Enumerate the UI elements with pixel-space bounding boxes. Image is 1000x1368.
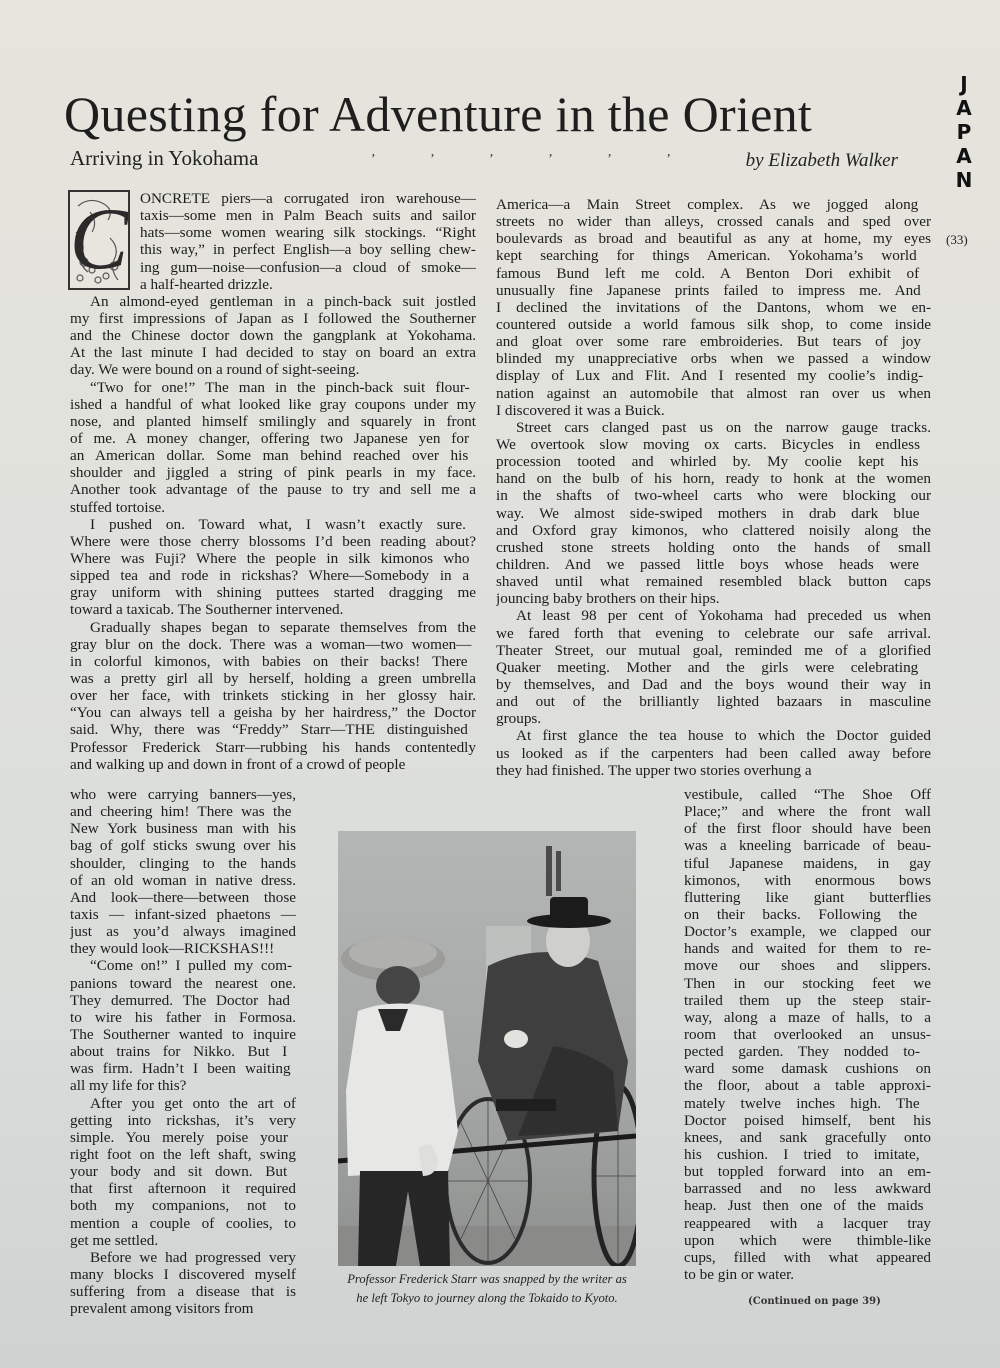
article-text-line [496, 710, 931, 727]
article-text: reappeared with a lacquer tray [684, 1214, 931, 1232]
article-text: heap. Just then one of the maids [684, 1197, 924, 1215]
article-text: and the Chinese doctor down the gangplank at Yokohama. [70, 327, 476, 345]
article-text-line [684, 1180, 931, 1197]
article-text: jouncing baby brothers on their hips. [496, 590, 720, 608]
article-text-line [684, 803, 931, 820]
photo-caption [312, 1270, 662, 1308]
article-text-line [684, 872, 931, 889]
article-text: pected garden. They nodded to- [684, 1043, 921, 1061]
article-text-line [70, 1300, 296, 1317]
article-text: taxis — infant-sized phaetons — [70, 905, 296, 923]
article-text-line [70, 739, 476, 756]
article-text: gray uniform with shining puttees started dragging me [70, 584, 476, 602]
article-text-line [496, 230, 931, 247]
article-text-line [70, 481, 476, 498]
article-text-line [70, 1146, 296, 1163]
article-text: kimonos, with enormous bows [684, 871, 931, 889]
article-text-line [496, 265, 931, 282]
article-text-line [496, 607, 931, 624]
article-text: hand on the bulb of his horn, ready to honk at the women [496, 470, 931, 488]
article-text-line [70, 1215, 296, 1232]
article-text-line [496, 522, 931, 539]
article-text: but toppled forward into an em- [684, 1163, 931, 1181]
article-text-line [496, 402, 931, 419]
article-text-line [496, 642, 931, 659]
article-text: his cushion. I tried to imitate, [684, 1145, 920, 1163]
article-text: “You can always tell a geisha by her hairdress,” the Doctor [70, 704, 476, 722]
article-text-line [496, 385, 931, 402]
article-text: “Come on!” I pulled my com- [90, 957, 293, 975]
article-text-line [496, 505, 931, 522]
article-text: in the shafts of two-wheel carts who were blocking our [496, 487, 931, 505]
article-text-line [496, 333, 931, 350]
article-text-line [496, 213, 931, 230]
article-text-line [70, 293, 476, 310]
photo-caption-line: Professor Frederick Starr was snapped by the writer as [347, 1272, 627, 1286]
ornament-mark: ’ [370, 152, 375, 167]
article-text-line [70, 224, 476, 241]
article-text: way, along a maze of halls, to a [684, 1008, 931, 1026]
article-text-line [684, 837, 931, 854]
article-text-line [684, 957, 931, 974]
article-text: An almond-eyed gentleman in a pinch-back suit jostled [90, 292, 476, 310]
article-text-line [70, 361, 476, 378]
article-text: bag of golf sticks swung over his [70, 837, 296, 855]
article-text-line [496, 196, 931, 213]
article-text: At the last minute I had decided to stay on board an extra [70, 344, 476, 362]
article-text-line [496, 625, 931, 642]
article-text: Gradually shapes began to separate themselves from the [90, 618, 476, 636]
article-text: of an old woman in native dress. [70, 871, 296, 889]
article-text-line [70, 889, 296, 906]
rickshaw-photo [338, 831, 636, 1266]
article-text-line [496, 676, 931, 693]
article-text-line [70, 1009, 296, 1026]
article-text-line [684, 1197, 931, 1214]
article-text-line [70, 1060, 296, 1077]
article-text: fluttering like giant butterflies [684, 888, 931, 906]
article-text: At first glance the tea house to which the Doctor guided [516, 727, 931, 745]
article-text-line [496, 556, 931, 573]
article-text: Another took advantage of the pause to try and sell me a [70, 481, 476, 499]
article-text-line [684, 1009, 931, 1026]
article-subtitle: Arriving in Yokohama [70, 146, 259, 170]
article-text: streets no wider than alleys, crossed canals and sped over [496, 213, 931, 231]
article-text: trailed them up the steep stair- [684, 991, 931, 1009]
article-text: nose, and planted himself smilingly and squarely in front [70, 412, 476, 430]
article-text-line [70, 1197, 296, 1214]
article-text: all my life for this? [70, 1077, 187, 1095]
article-text-line [70, 396, 476, 413]
article-text-line [70, 957, 296, 974]
article-text: Street cars clanged past us on the narrow gauge tracks. [516, 418, 931, 436]
continued-note: (Continued on page 39) [748, 1296, 881, 1307]
article-text: to wire his father in Formosa. [70, 1008, 296, 1026]
article-text-line [684, 923, 931, 940]
article-text-line [684, 1077, 931, 1094]
article-text: And look—there—between those [70, 888, 296, 906]
article-text: tiful Japanese maidens, in gay [684, 854, 931, 872]
article-text: was a pretty girl all by herself, holding a green umbrella [70, 669, 476, 687]
article-text: They demurred. The Doctor had [70, 991, 290, 1009]
article-column-left-narrow [70, 786, 296, 1317]
article-text: unusually fine Japanese prints failed to impress me. And [496, 281, 921, 299]
article-text: ing gum—noise—confusion—a cloud of smoke— [140, 258, 476, 276]
article-text: We overtook slow moving ox carts. Bicycles in endless [496, 435, 920, 453]
article-text: New York business man with his [70, 820, 296, 838]
article-text: “Two for one!” The man in the pinch-back suit flour- [90, 378, 470, 396]
article-text: on their backs. Following the [684, 905, 918, 923]
article-column-right [496, 196, 931, 779]
article-text: of the first floor should have been [684, 820, 931, 838]
article-text-line [70, 837, 296, 854]
article-text: and Oxford gray kimonos, who clattered noisily along the [496, 521, 931, 539]
article-text: hats—some women wearing silk stockings. “Right [140, 224, 476, 242]
article-text-line [496, 539, 931, 556]
article-text: Where were those cherry blossoms I’d been reading about? [70, 532, 476, 550]
article-text-line [496, 436, 931, 453]
article-text-line [684, 992, 931, 1009]
photo-caption-line: he left Tokyo to journey along the Tokaido to Kyoto. [356, 1291, 618, 1305]
page-number: (33) [946, 232, 968, 247]
article-text: Where was Fuji? Where the people in silk kimonos who [70, 549, 470, 567]
article-text: who were carrying banners—yes, [70, 786, 296, 803]
article-text: toward a taxicab. The Southerner intervened. [70, 601, 344, 619]
article-text-line [70, 975, 296, 992]
article-text: shoulder and jiggled a string of pink pearls in my face. [70, 464, 476, 482]
article-text-line [70, 670, 476, 687]
section-letter: N [955, 168, 973, 192]
article-text: panions toward the nearest one. [70, 974, 296, 992]
article-text: Before we had progressed very [90, 1248, 296, 1266]
article-text: way. We almost side-swiped mothers in drab dark blue [496, 504, 920, 522]
article-text-line [70, 1283, 296, 1300]
article-text-line [684, 1232, 931, 1249]
article-text-line [496, 659, 931, 676]
article-column-right-narrow [684, 786, 931, 1283]
article-text-line [496, 470, 931, 487]
article-text: day. We were bound on a round of sight-seeing. [70, 361, 360, 379]
article-text: Theater Street, our mutual goal, reminded me of a glorified [496, 641, 931, 659]
article-text-line [70, 619, 476, 636]
article-text: and gloat over some rare embroideries. But tears of joy [496, 333, 921, 351]
article-text-line [684, 1249, 931, 1266]
article-text: vestibule, called “The Shoe Off [684, 786, 931, 803]
article-text: that first afternoon it required [70, 1180, 296, 1198]
article-text-line [70, 687, 476, 704]
article-text: After you get onto the art of [90, 1094, 296, 1112]
article-text: ward some damask cushions on [684, 1060, 931, 1078]
article-text: The Southerner wanted to inquire [70, 1025, 296, 1043]
article-text-line [70, 310, 476, 327]
article-text-line [70, 276, 476, 293]
article-text-line [684, 906, 931, 923]
article-text: about trains for Nikko. But I [70, 1043, 288, 1061]
article-text-line [496, 727, 931, 744]
article-text-line [70, 1077, 296, 1094]
article-text-line [496, 762, 931, 779]
article-text-line [70, 1249, 296, 1266]
article-text-line [70, 516, 476, 533]
article-text-line [496, 316, 931, 333]
article-text: just as you’d always imagined [70, 923, 296, 941]
article-text: crushed stone streets holding onto the hands of small [496, 538, 931, 556]
article-text-line [684, 1163, 931, 1180]
article-text: countered outside a world famous silk shop, to come inside [496, 315, 931, 333]
article-text-line [684, 1129, 931, 1146]
article-text-line [496, 350, 931, 367]
article-text: to be gin or water. [684, 1265, 795, 1283]
article-text: getting into rickshas, it’s very [70, 1111, 296, 1129]
section-letter: A [956, 96, 972, 120]
article-text-line [70, 636, 476, 653]
article-text-line [70, 653, 476, 670]
article-text-line [70, 464, 476, 481]
article-text: stuffed tortoise. [70, 498, 166, 516]
article-text-line [70, 906, 296, 923]
article-text-line [70, 756, 476, 773]
article-text-line [684, 940, 931, 957]
article-text: cups, filled with what appeared [684, 1248, 931, 1266]
article-text: sipped tea and rode in rickshas? Where—Somebody in a [70, 567, 470, 585]
article-text-line [70, 499, 476, 516]
article-text: right foot on the left shaft, swing [70, 1145, 296, 1163]
section-label-japan [950, 72, 978, 192]
article-text: mention a couple of coolies, to [70, 1214, 296, 1232]
article-text-line [70, 1163, 296, 1180]
author-byline: by Elizabeth Walker [745, 150, 898, 171]
article-text: At least 98 per cent of Yokohama had preceded us when [516, 607, 931, 625]
article-text: ished a handful of what looked like gray coupons under my [70, 395, 476, 413]
article-text: upon which were thimble-like [684, 1231, 931, 1249]
article-text-line [70, 1232, 296, 1249]
article-text-line [496, 590, 931, 607]
article-text-line [496, 419, 931, 436]
article-text-line [70, 1180, 296, 1197]
article-text-line [496, 367, 931, 384]
article-text-line [70, 1112, 296, 1129]
article-text: they would look—RICKSHAS!!! [70, 940, 275, 958]
article-text-line [684, 1112, 931, 1129]
article-text: and walking up and down in front of a crowd of people [70, 755, 406, 773]
article-text-line [684, 1266, 931, 1283]
article-text-line [70, 379, 476, 396]
article-text-line [70, 259, 476, 276]
article-text: us looked as if the carpenters had been called away before [496, 744, 931, 762]
article-text: barrassed and no less awkward [684, 1180, 931, 1198]
ornamental-drop-cap [68, 190, 130, 290]
article-text: kept searching for things American. Yokohama’s world [496, 247, 917, 265]
article-text: your body and sit down. But [70, 1163, 288, 1181]
article-text: the floor, about a table approxi- [684, 1077, 931, 1095]
article-text: I pushed on. Toward what, I wasn’t exactly sure. [90, 515, 466, 533]
article-text: room that overlooked an unsus- [684, 1025, 931, 1043]
article-text-line [496, 247, 931, 264]
article-text: was firm. Hadn’t I been waiting [70, 1060, 291, 1078]
article-text-line [496, 453, 931, 470]
article-text-line [496, 487, 931, 504]
article-text-line [70, 704, 476, 721]
article-text-line [70, 207, 476, 224]
article-text: prevalent among visitors from [70, 1300, 254, 1318]
article-text: procession tooted and whirled by. My coolie kept his [496, 453, 919, 471]
article-text-line [70, 430, 476, 447]
article-text-line [70, 992, 296, 1009]
article-text: was a kneeling barricade of beau- [684, 837, 931, 855]
article-text-line [70, 855, 296, 872]
ornament-mark: ’ [488, 152, 493, 167]
article-text: suffering from a disease that is [70, 1283, 296, 1301]
article-text: America—a Main Street complex. As we jogged along [496, 196, 919, 213]
article-text-line [70, 413, 476, 430]
article-text-line [70, 447, 476, 464]
article-text-line [684, 889, 931, 906]
article-text: and out of the brilliantly lighted bazaars in masculine [496, 693, 931, 711]
article-text-line [684, 1095, 931, 1112]
ornament-row [370, 152, 670, 168]
article-text: shaved until what remained resembled black button caps [496, 573, 931, 591]
article-text: of me. A money changer, offering two Japanese yen for [70, 429, 469, 447]
article-text: children. And we passed little boys whose heads were [496, 555, 919, 573]
article-text-line [496, 693, 931, 710]
article-text-line [70, 940, 296, 957]
article-text-line [70, 567, 476, 584]
article-text: Quaker meeting. Mother and the girls were celebrating [496, 658, 919, 676]
article-text: groups. [496, 710, 542, 728]
article-text-line [70, 1266, 296, 1283]
article-text: hands and waited for them to re- [684, 940, 931, 958]
article-text: Professor Frederick Starr—rubbing his hands contentedly [70, 738, 476, 756]
article-text: mately twelve inches high. The [684, 1094, 920, 1112]
article-text-line [684, 786, 931, 803]
article-title: Questing for Adventure in the Orient [64, 86, 813, 142]
article-text-line [70, 1026, 296, 1043]
article-text-line [70, 1095, 296, 1112]
article-text: I discovered it was a Buick. [496, 401, 665, 419]
article-text: boulevards as broad and beautiful as any at home, my eyes [496, 230, 931, 248]
article-text-line [496, 299, 931, 316]
article-text-line [684, 1146, 931, 1163]
article-text-line [70, 872, 296, 889]
article-text: blinded my unappreciative orbs when we passed a window [496, 350, 931, 368]
article-text-line [496, 282, 931, 299]
article-text: by themselves, and Dad and the boys wound their way in [496, 675, 931, 693]
article-text-line [70, 550, 476, 567]
ornament-mark: ’ [606, 152, 611, 167]
article-text: famous Bund left me cold. A Benton Dori exhibit of [496, 264, 920, 282]
article-text: Place;” and where the front wall [684, 803, 931, 821]
article-text: we fared forth that evening to celebrate our safe arrival. [496, 624, 931, 642]
article-text: Then in our stocking feet we [684, 974, 931, 992]
article-text-line [70, 1043, 296, 1060]
section-letter: P [956, 120, 972, 144]
ornament-mark: ’ [547, 152, 552, 167]
drop-cap-letter: C [69, 191, 129, 288]
article-text-line [70, 803, 296, 820]
article-text: I declined the invitations of the Dantons, whom we en- [496, 298, 931, 316]
article-text-line [496, 745, 931, 762]
article-text: gray blur on the dock. There was a woman—two women— [70, 635, 472, 653]
article-text-line [70, 344, 476, 361]
article-text-line [684, 975, 931, 992]
article-text: they had finished. The upper two stories overhung a [496, 761, 812, 779]
article-text: and cheering him! There was the [70, 803, 292, 821]
article-text: Doctor poised himself, bent his [684, 1111, 931, 1129]
article-text-line [70, 190, 476, 207]
article-text: knees, and sank gracefully onto [684, 1128, 931, 1146]
article-text: taxis—some men in Palm Beach suits and sailor [140, 207, 476, 225]
article-text: my first impressions of Japan as I followed the Southerner [70, 309, 476, 327]
article-text: over her face, with trinkets sticking in her glossy hair. [70, 687, 476, 705]
article-text: nation against an automobile that almost ran over us when [496, 384, 931, 402]
ornament-mark: ’ [429, 152, 434, 167]
article-text-line [70, 327, 476, 344]
article-text-line [684, 855, 931, 872]
article-text: both my companions, not to [70, 1197, 296, 1215]
article-text-line [70, 786, 296, 803]
article-text: ONCRETE piers—a corrugated iron warehouse— [140, 190, 476, 207]
article-text-line [70, 923, 296, 940]
article-text-line [684, 1060, 931, 1077]
article-text: get me settled. [70, 1231, 159, 1249]
article-text-line [684, 1215, 931, 1232]
article-text-line [70, 533, 476, 550]
article-text: display of Lux and Flit. And I resented my coolie’s indig- [496, 367, 924, 385]
article-text-line [684, 1043, 931, 1060]
article-column-left [70, 190, 476, 773]
article-text: a half-hearted drizzle. [140, 275, 273, 293]
article-text: said. Why, there was “Freddy” Starr—THE distinguished [70, 721, 468, 739]
article-text-line [684, 820, 931, 837]
article-text: an American dollar. Some man behind reached over his [70, 447, 469, 465]
article-text-line [70, 820, 296, 837]
article-text: this way,” in perfect English—a boy selling chew- [140, 241, 476, 259]
article-text-line [70, 241, 476, 258]
article-text: shoulder, clinging to the hands [70, 854, 296, 872]
ornament-mark: ’ [665, 152, 670, 167]
article-text: Doctor’s example, we clapped our [684, 923, 931, 941]
article-text: move our shoes and slippers. [684, 957, 931, 975]
article-text-line [70, 584, 476, 601]
section-letter: A [956, 144, 972, 168]
article-text-line [70, 721, 476, 738]
article-text: simple. You merely poise your [70, 1128, 288, 1146]
article-text: many blocks I discovered myself [70, 1265, 296, 1283]
article-text-line [70, 601, 476, 618]
article-text-line [684, 1026, 931, 1043]
article-text: in colorful kimonos, with babies on their backs! There [70, 652, 468, 670]
section-letter: J [960, 72, 968, 96]
article-text-line [496, 573, 931, 590]
article-text-line [70, 1129, 296, 1146]
rickshaw-photo-illustration [338, 831, 636, 1266]
